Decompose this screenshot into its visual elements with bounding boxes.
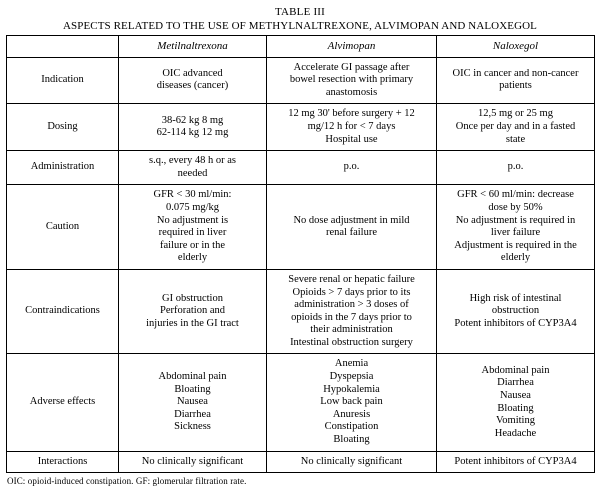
- cell-line: injuries in the GI tract: [146, 317, 239, 329]
- table-number: TABLE III: [274, 6, 326, 18]
- cell-line: mg/12 h for < 7 days: [307, 120, 396, 132]
- cell-line: Diarrhea: [174, 408, 211, 420]
- cell-line: required in liver: [158, 227, 227, 239]
- table-cell: [437, 451, 595, 473]
- cell-line: 38-62 kg 8 mg: [161, 114, 224, 126]
- cell-line: renal failure: [325, 227, 377, 239]
- table-cell: [437, 151, 595, 185]
- row-label: Dosing: [7, 104, 119, 151]
- table-cell: [437, 269, 595, 354]
- cell-line: No clinically significant: [300, 455, 403, 467]
- cell-line: Accelerate GI passage after: [293, 61, 410, 73]
- cell-line: No adjustment is required in: [455, 214, 576, 226]
- comparison-table: [6, 35, 595, 473]
- cell-line: patients: [499, 80, 532, 92]
- cell-line: Intestinal obstruction surgery: [290, 336, 413, 348]
- cell-line: Anuresis: [332, 408, 371, 420]
- column-header-alvimopan: Alvimopan: [267, 36, 437, 58]
- cell-line: Bloating: [174, 383, 211, 395]
- cell-line: Nausea: [177, 396, 208, 408]
- cell-line: GI obstruction: [162, 292, 223, 304]
- row-label: Adverse effects: [7, 354, 119, 451]
- cell-line: needed: [177, 167, 208, 179]
- cell-line: Hospital use: [325, 133, 378, 145]
- table-cell: [437, 104, 595, 151]
- cell-line: No clinically significant: [141, 455, 244, 467]
- table-row: [7, 151, 595, 185]
- cell-line: No dose adjustment in mild: [293, 214, 410, 226]
- cell-line: Potent inhibitors of CYP3A4: [454, 455, 577, 467]
- cell-line: s.q., every 48 h or as: [149, 155, 236, 167]
- cell-line: elderly: [177, 252, 208, 264]
- table-row: [7, 269, 595, 354]
- table-row: [7, 185, 595, 270]
- cell-line: GFR < 60 ml/min: decrease: [457, 189, 574, 201]
- cell-line: anastomosis: [325, 86, 378, 98]
- table-cell: [119, 451, 267, 473]
- cell-line: OIC advanced: [162, 67, 223, 79]
- table-body: [7, 57, 595, 473]
- table-cell: [437, 185, 595, 270]
- cell-line: Anemia: [334, 358, 369, 370]
- cell-line: Diarrhea: [497, 377, 534, 389]
- table-cell: [437, 354, 595, 451]
- cell-line: No adjustment is: [156, 214, 229, 226]
- table-cell: [119, 269, 267, 354]
- row-label: Administration: [7, 151, 119, 185]
- row-label: Interactions: [7, 451, 119, 473]
- table-caption: [6, 6, 594, 33]
- cell-line: Perforation and: [159, 305, 226, 317]
- cell-line: 12 mg 30' before surgery + 12: [288, 108, 415, 120]
- cell-line: 62-114 kg 12 mg: [156, 127, 229, 139]
- cell-line: Severe renal or hepatic failure: [288, 273, 415, 285]
- table-cell: [119, 151, 267, 185]
- column-header-blank: [7, 36, 119, 58]
- table-title: ASPECTS RELATED TO THE USE OF METHYLNALTREXONE, ALVIMOPAN AND NALOXEGOL: [62, 20, 537, 32]
- cell-line: liver failure: [490, 227, 541, 239]
- cell-line: Sickness: [174, 421, 211, 433]
- cell-line: Vomiting: [496, 415, 535, 427]
- cell-line: Abdominal pain: [481, 364, 550, 376]
- table-cell: [267, 451, 437, 473]
- cell-line: 0.075 mg/kg: [165, 201, 220, 213]
- table-cell: [119, 354, 267, 451]
- table-row: [7, 354, 595, 451]
- cell-line: GFR < 30 ml/min:: [153, 189, 232, 201]
- cell-line: Potent inhibitors of CYP3A4: [454, 317, 577, 329]
- cell-line: Dyspepsia: [329, 371, 374, 383]
- cell-line: failure or in the: [159, 239, 225, 251]
- cell-line: OIC in cancer and non-cancer: [452, 67, 579, 79]
- column-header-metilnaltrexona: Metilnaltrexona: [119, 36, 267, 58]
- cell-line: p.o.: [507, 161, 524, 173]
- cell-line: state: [505, 133, 526, 145]
- row-label: Indication: [7, 57, 119, 104]
- row-label: Contraindications: [7, 269, 119, 354]
- table-row: [7, 451, 595, 473]
- cell-line: Low back pain: [320, 396, 383, 408]
- column-header-naloxegol: Naloxegol: [437, 36, 595, 58]
- cell-line: obstruction: [491, 305, 540, 317]
- cell-line: Nausea: [500, 389, 531, 401]
- table-cell: [267, 104, 437, 151]
- table-row: [7, 104, 595, 151]
- cell-line: elderly: [500, 252, 531, 264]
- table-header-row: [7, 36, 595, 58]
- row-label: Caution: [7, 185, 119, 270]
- table-footnote: OIC: opioid-induced constipation. GF: glomerular filtration rate.: [7, 476, 247, 487]
- cell-line: administration > 3 doses of: [294, 299, 409, 311]
- cell-line: Bloating: [333, 434, 370, 446]
- cell-line: p.o.: [343, 161, 360, 173]
- cell-line: Constipation: [324, 421, 379, 433]
- cell-line: Bloating: [497, 402, 534, 414]
- table-cell: [267, 57, 437, 104]
- cell-line: diseases (cancer): [156, 80, 229, 92]
- table-cell: [267, 151, 437, 185]
- cell-line: Opioids > 7 days prior to its: [292, 286, 411, 298]
- table-row: [7, 57, 595, 104]
- table-cell: [119, 104, 267, 151]
- cell-line: dose by 50%: [488, 201, 543, 213]
- table-cell: [267, 185, 437, 270]
- cell-line: their administration: [310, 324, 393, 336]
- cell-line: Once per day and in a fasted: [455, 120, 576, 132]
- cell-line: High risk of intestinal: [469, 292, 562, 304]
- cell-line: opioids in the 7 days prior to: [291, 311, 412, 323]
- table-cell: [119, 57, 267, 104]
- cell-line: Hypokalemia: [323, 383, 380, 395]
- table-cell: [437, 57, 595, 104]
- cell-line: Adjustment is required in the: [454, 239, 577, 251]
- cell-line: Abdominal pain: [158, 371, 227, 383]
- table-cell: [267, 354, 437, 451]
- table-cell: [267, 269, 437, 354]
- cell-line: Headache: [494, 427, 537, 439]
- cell-line: bowel resection with primary: [289, 74, 414, 86]
- cell-line: 12,5 mg or 25 mg: [478, 108, 553, 120]
- table-cell: [119, 185, 267, 270]
